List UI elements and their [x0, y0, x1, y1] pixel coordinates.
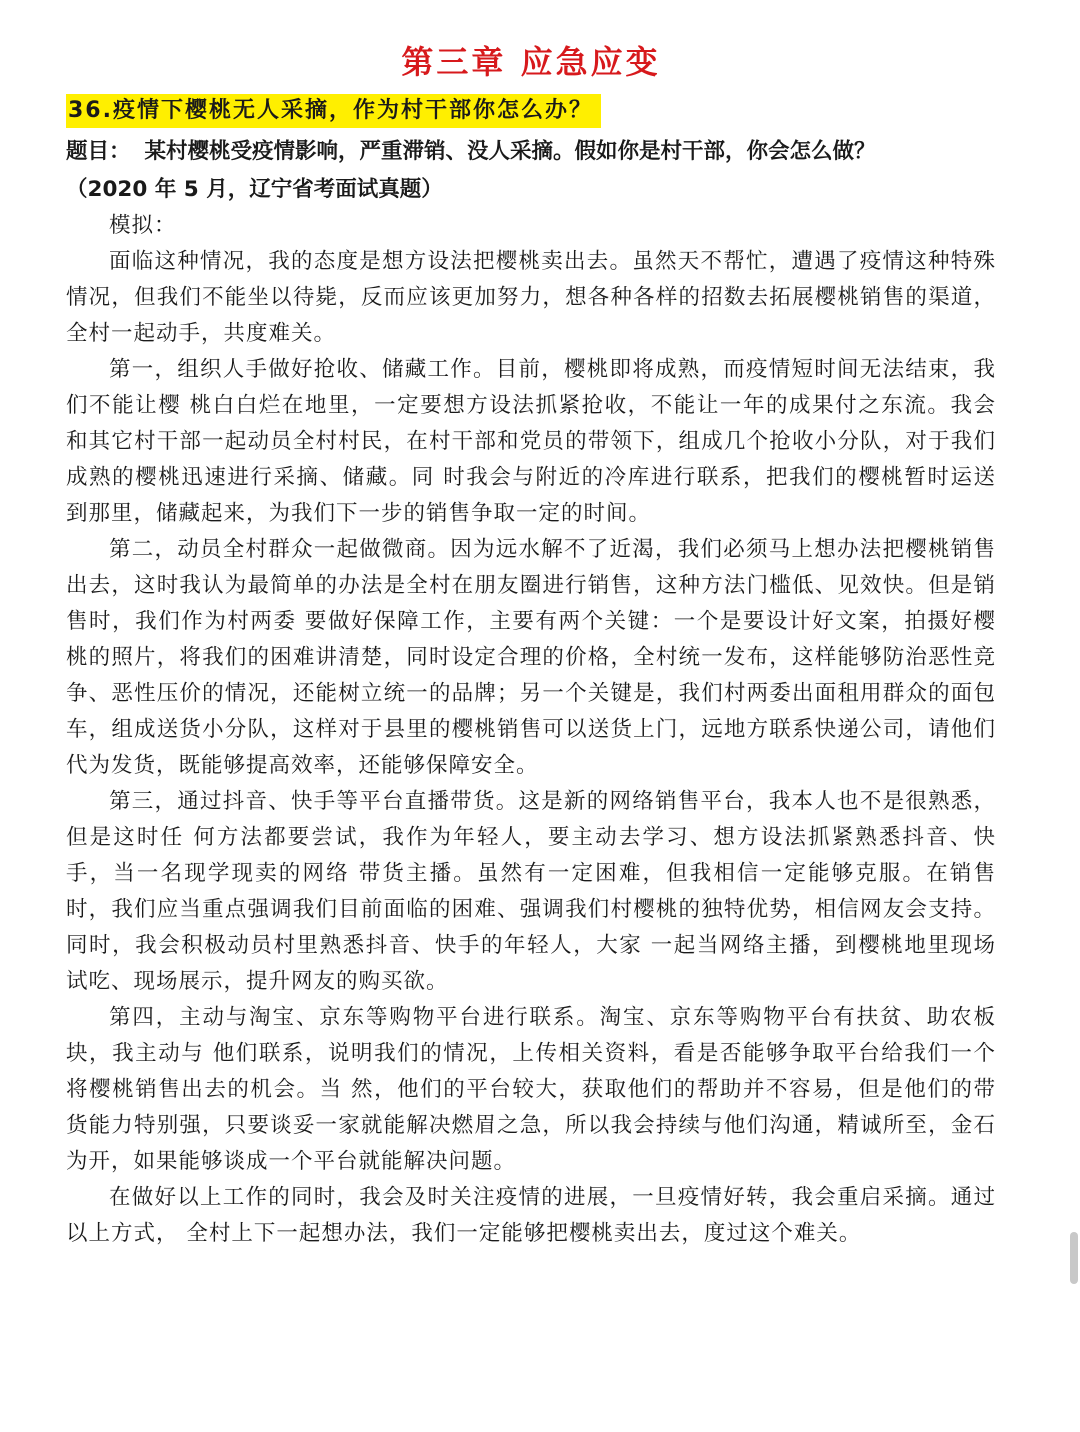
question-prompt: [66, 134, 996, 170]
answer-body: [66, 208, 996, 1252]
chapter-title: 第三章 应急应变: [401, 43, 661, 81]
scrollbar-thumb[interactable]: [1070, 1232, 1078, 1284]
question-source: （2020 年 5 月，辽宁省考面试真题）: [66, 177, 443, 202]
paragraph-second: 第二，动员全村群众一起做微商。因为远水解不了近渴，我们必须马上想办法把樱桃销售出去，这时我认为最简单的办法是全村在朋友圈进行销售，这种方法门槛低、见效快。但是销售时，我们作为村两委 要做好保障工作，主要有两个关键：一个是要设计好文案，拍摄好樱桃的照片，将我们的困难讲清楚，同时设定合理的价格，全村统一发布，这样能够防治恶性竞争、恶性压价的情况，还能树立统一的品牌；另一个关键是，我们村两委出面租用群众的面包车，组成送货小分队，这样对于县里的樱桃销售可以送货上门，远地方联系快递公司，请他们代为发货，既能够提高效率，还能够保障安全。: [66, 537, 996, 778]
mock-label: 模拟：: [109, 213, 177, 238]
prompt-label: 题目：: [66, 139, 131, 164]
question-heading: 36.疫情下樱桃无人采摘，作为村干部你怎么办？: [66, 94, 601, 128]
prompt-text: 某村樱桃受疫情影响，严重滞销、没人采摘。假如你是村干部，你会怎么做？: [144, 139, 876, 164]
paragraph-conclusion: 在做好以上工作的同时，我会及时关注疫情的进展，一旦疫情好转，我会重启采摘。通过以上方式， 全村上下一起想办法，我们一定能够把樱桃卖出去，度过这个难关。: [66, 1185, 996, 1246]
paragraph-fourth: 第四，主动与淘宝、京东等购物平台进行联系。淘宝、京东等购物平台有扶贫、助农板块，我主动与 他们联系，说明我们的情况，上传相关资料，看是否能够争取平台给我们一个将樱桃销售出去的机会。当 然，他们的平台较大，获取他们的帮助并不容易，但是他们的带货能力特别强，只要谈妥一家就能解决燃眉之急，所以我会持续与他们沟通，精诚所至，金石为开，如果能够谈成一个平台就能解决问题。: [66, 1005, 996, 1174]
paragraph-first: 第一，组织人手做好抢收、储藏工作。目前，樱桃即将成熟，而疫情短时间无法结束，我们不能让樱 桃白白烂在地里，一定要想方设法抓紧抢收，不能让一年的成果付之东流。我会和其它村干部一起动员全村村民，在村干部和党员的带领下，组成几个抢收小分队，对于我们成熟的樱桃迅速进行采摘、储藏。同 时我会与附近的冷库进行联系，把我们的樱桃暂时运送到那里，储藏起来，为我们下一步的销售争取一定的时间。: [66, 357, 996, 526]
paragraph-intro: 面临这种情况，我的态度是想方设法把樱桃卖出去。虽然天不帮忙，遭遇了疫情这种特殊情况，但我们不能坐以待毙，反而应该更加努力，想各种各样的招数去拓展樱桃销售的渠道，全村一起动手，共度难关。: [66, 249, 996, 346]
paragraph-third: 第三，通过抖音、快手等平台直播带货。这是新的网络销售平台，我本人也不是很熟悉，但是这时任 何方法都要尝试，我作为年轻人，要主动去学习、想方设法抓紧熟悉抖音、快手，当一名现学现卖的网络 带货主播。虽然有一定困难，但我相信一定能够克服。在销售时，我们应当重点强调我们目前面临的困难、强调我们村樱桃的独特优势，相信网友会支持。同时，我会积极动员村里熟悉抖音、快手的年轻人，大家 一起当网络主播，到樱桃地里现场试吃、现场展示，提升网友的购买欲。: [66, 789, 996, 994]
